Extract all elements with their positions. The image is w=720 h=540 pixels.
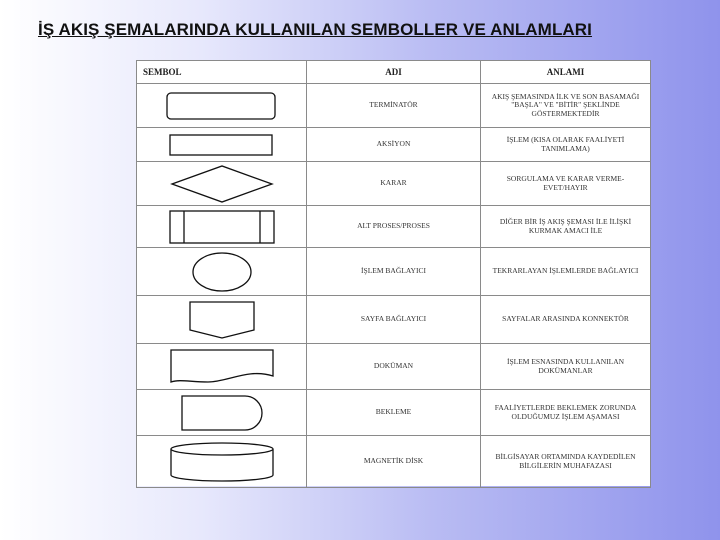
table-row [137, 128, 651, 162]
connector-circle-icon [190, 251, 254, 293]
symbol-name: AKSİYON [307, 128, 481, 162]
document-symbol-cell [137, 344, 307, 390]
symbols-table-wrap [136, 60, 650, 486]
symbol-meaning: İŞLEM (KISA OLARAK FAALİYETİ TANIMLAMA) [481, 128, 651, 162]
header-sembol: SEMBOL [137, 61, 307, 84]
magnetic-disk-symbol-cell [137, 436, 307, 488]
symbol-name: DOKÜMAN [307, 344, 481, 390]
header-adi: ADI [307, 61, 481, 84]
magnetic-disk-cylinder-icon [168, 441, 276, 483]
connector-symbol-cell [137, 248, 307, 296]
table-row [137, 162, 651, 206]
symbol-name: ALT PROSES/PROSES [307, 206, 481, 248]
symbol-name: MAGNETİK DİSK [307, 436, 481, 488]
table-row [137, 296, 651, 344]
header-anlami: ANLAMI [481, 61, 651, 84]
decision-symbol-cell [137, 162, 307, 206]
subprocess-rectangle-icon [168, 209, 276, 245]
symbol-name: BEKLEME [307, 390, 481, 436]
slide-title: İŞ AKIŞ ŞEMALARINDA KULLANILAN SEMBOLLER VE ANLAMLARI [38, 20, 593, 39]
symbols-table [136, 60, 651, 488]
symbol-meaning: SAYFALAR ARASINDA KONNEKTÖR [481, 296, 651, 344]
offpage-connector-icon [187, 300, 257, 340]
symbol-meaning: AKIŞ ŞEMASINDA İLK VE SON BASAMAĞI "BAŞLA" VE "BİTİR" ŞEKLİNDE GÖSTERMEKTEDİR [481, 84, 651, 128]
symbol-meaning: SORGULAMA VE KARAR VERME- EVET/HAYIR [481, 162, 651, 206]
symbol-meaning: İŞLEM ESNASINDA KULLANILAN DOKÜMANLAR [481, 344, 651, 390]
document-shape-icon [168, 348, 276, 386]
terminator-symbol-cell [137, 84, 307, 128]
delay-shape-icon [179, 394, 265, 432]
offpage-connector-symbol-cell [137, 296, 307, 344]
table-row [137, 436, 651, 488]
table-row [137, 248, 651, 296]
table-row [137, 390, 651, 436]
table-row [137, 84, 651, 128]
symbol-name: KARAR [307, 162, 481, 206]
decision-diamond-icon [169, 164, 275, 204]
symbol-meaning: FAALİYETLERDE BEKLEMEK ZORUNDA OLDUĞUMUZ İŞLEM AŞAMASI [481, 390, 651, 436]
symbol-name: SAYFA BAĞLAYICI [307, 296, 481, 344]
table-row [137, 206, 651, 248]
subprocess-symbol-cell [137, 206, 307, 248]
terminator-shape-icon [165, 91, 279, 121]
table-header-row [137, 61, 651, 84]
symbol-meaning: BİLGİSAYAR ORTAMINDA KAYDEDİLEN BİLGİLERİN MUHAFAZASI [481, 436, 651, 488]
process-rectangle-icon [167, 133, 277, 157]
symbol-meaning: TEKRARLAYAN İŞLEMLERDE BAĞLAYICI [481, 248, 651, 296]
table-row [137, 344, 651, 390]
delay-symbol-cell [137, 390, 307, 436]
process-symbol-cell [137, 128, 307, 162]
symbol-name: TERMİNATÖR [307, 84, 481, 128]
symbol-meaning: DİĞER BİR İŞ AKIŞ ŞEMASI İLE İLİŞKİ KURMAK AMACI İLE [481, 206, 651, 248]
symbol-name: İŞLEM BAĞLAYICI [307, 248, 481, 296]
